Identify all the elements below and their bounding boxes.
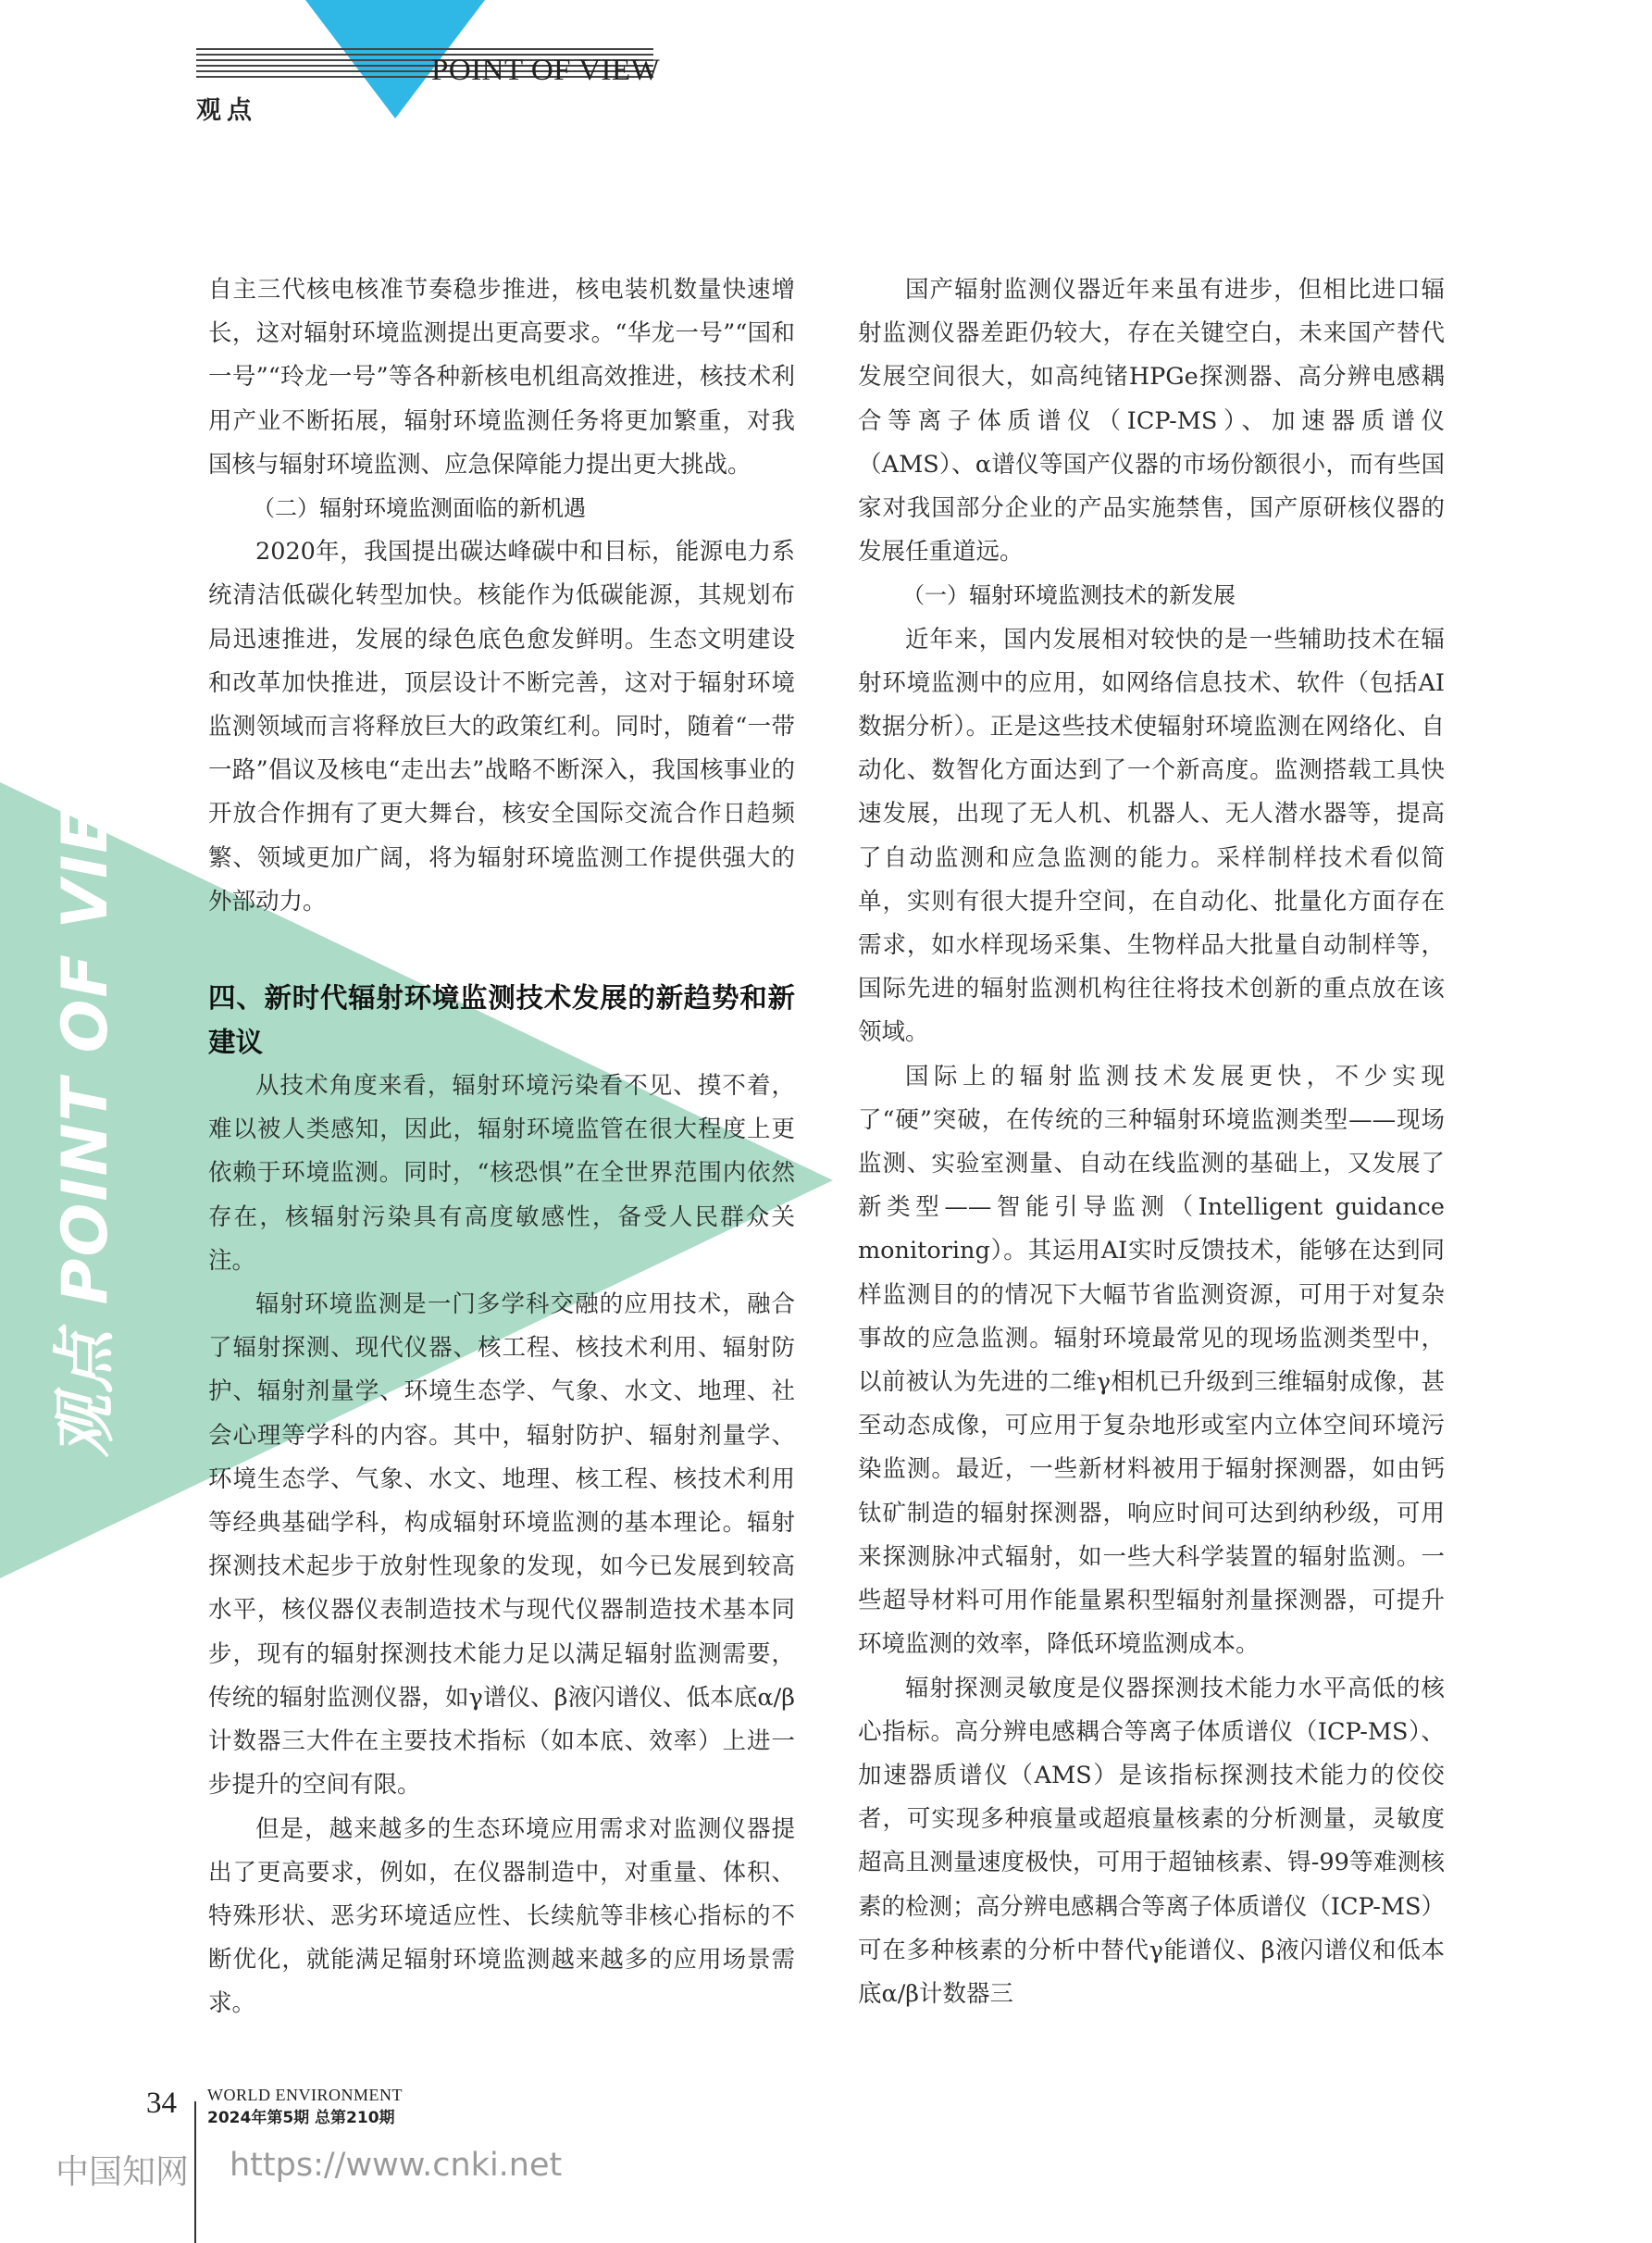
subheading: （二）辐射环境监测面临的新机遇 xyxy=(253,495,586,522)
paragraph: 国际上的辐射监测技术发展更快，不少实现了“硬”突破，在传统的三种辐射环境监测类型——现场监测、实验室测量、自动在线监测的基础上，又发展了新类型——智能引导监测（Intelligent guidance monitoring）。其运用AI实时反馈技术，能够在达到同样监测目的的情况下大幅节省监测资源，可用于对复杂事故的应急监测。辐射环境最常见的现场监测类型中，以前被认为先进的二维γ相机已升级到三维辐射成像，甚至动态成像，可应用于复杂地形或室内立体空间环境污染监测。最近，一些新材料被用于辐射探测器，如由钙钛矿制造的辐射探测器，响应时间可达到纳秒级，可用来探测脉冲式辐射，如一些大科学装置的辐射监测。一些超导材料可用作能量累积型辐射剂量探测器，可提升环境监测的效率，降低环境监测成本。 xyxy=(858,1062,1445,1659)
paragraph: 辐射环境监测是一门多学科交融的应用技术，融合了辐射探测、现代仪器、核工程、核技术利用、辐射防护、辐射剂量学、环境生态学、气象、水文、地理、社会心理等学科的内容。其中，辐射防护、辐射剂量学、环境生态学、气象、水文、地理、核工程、核技术利用等经典基础学科，构成辐射环境监测的基本理论。辐射探测技术起步于放射性现象的发现，如今已发展到较高水平，核仪器仪表制造技术与现代仪器制造技术基本同步，现有的辐射探测技术能力足以满足辐射监测需要，传统的辐射监测仪器，如γ谱仪、β液闪谱仪、低本底α/β计数器三大件在主要技术指标（如本底、效率）上进一步提升的空间有限。 xyxy=(208,1290,795,1800)
footer-divider xyxy=(194,2101,196,2243)
page-number: 34 xyxy=(146,2087,177,2120)
section-heading: 四、新时代辐射环境监测技术发展的新趋势和新建议 xyxy=(208,982,795,1059)
paragraph: 辐射探测灵敏度是仪器探测技术能力水平高低的核心指标。高分辨电感耦合等离子体质谱仪（ICP-MS）、加速器质谱仪（AMS）是该指标探测技术能力的佼佼者，可实现多种痕量或超痕量核素的分析测量，灵敏度超高且测量速度极快，可用于超铀核素、锝-99等难测核素的检测；高分辨电感耦合等离子体质谱仪（ICP-MS）可在多种核素的分析中替代γ能谱仪、β液闪谱仪和低本底α/β计数器三 xyxy=(858,1674,1445,2008)
issue-info: 2024年第5期 总第210期 xyxy=(207,2109,395,2127)
watermark-logo-text: 中国知网 xyxy=(56,2153,190,2191)
section-title-cn: 观点 xyxy=(196,96,257,125)
paragraph: 2020年，我国提出碳达峰碳中和目标，能源电力系统清洁低碳化转型加快。核能作为低碳能源，其规划布局迅速推进，发展的绿色底色愈发鲜明。生态文明建设和改革加快推进，顶层设计不断完善，这对于辐射环境监测领域而言将释放巨大的政策红利。同时，随着“一带一路”倡议及核电“走出去”战略不断深入，我国核事业的开放合作拥有了更大舞台，核安全国际交流合作日趋频繁、领域更加广阔，将为辐射环境监测工作提供强大的外部动力。 xyxy=(208,538,795,916)
journal-name: WORLD ENVIRONMENT xyxy=(207,2086,403,2104)
paragraph: 国产辐射监测仪器近年来虽有进步，但相比进口辐射监测仪器差距仍较大，存在关键空白，未来国产替代发展空间很大，如高纯锗HPGe探测器、高分辨电感耦合等离子体质谱仪（ICP-MS）、加速器质谱仪（AMS）、α谱仪等国产仪器的市场份额很小，而有些国家对我国部分企业的产品实施禁售，国产原研核仪器的发展任重道远。 xyxy=(858,276,1445,567)
section-title-en: POINT OF VIEW xyxy=(431,54,661,87)
watermark-url[interactable]: https://www.cnki.net xyxy=(230,2147,563,2184)
side-section-label: 观点 POINT OF VIEW xyxy=(49,737,122,1458)
paragraph: 从技术角度来看，辐射环境污染看不见、摸不着，难以被人类感知，因此，辐射环境监管在很大程度上更依赖于环境监测。同时，“核恐惧”在全世界范围内依然存在，核辐射污染具有高度敏感性，备受人民群众关注。 xyxy=(208,1072,795,1275)
paragraph: 近年来，国内发展相对较快的是一些辅助技术在辐射环境监测中的应用，如网络信息技术、软件（包括AI数据分析）。正是这些技术使辐射环境监测在网络化、自动化、数智化方面达到了一个新高度。监测搭载工具快速发展，出现了无人机、机器人、无人潜水器等，提高了自动监测和应急监测的能力。采样制样技术看似简单，实则有很大提升空间，在自动化、批量化方面存在需求，如水样现场采集、生物样品大批量自动制样等，国际先进的辐射监测机构往往将技术创新的重点放在该领域。 xyxy=(858,625,1445,1047)
paragraph: 但是，越来越多的生态环境应用需求对监测仪器提出了更高要求，例如，在仪器制造中，对重量、体积、特殊形状、恶劣环境适应性、长续航等非核心指标的不断优化，就能满足辐射环境监测越来越多的应用场景需求。 xyxy=(208,1814,795,2018)
subheading: （一）辐射环境监测技术的新发展 xyxy=(902,582,1236,609)
article-column-right xyxy=(858,268,1445,2016)
paragraph: 自主三代核电核准节奏稳步推进，核电装机数量快速增长，这对辐射环境监测提出更高要求。“华龙一号”“国和一号”“玲龙一号”等各种新核电机组高效推进，核技术利用产业不断拓展，辐射环境监测任务将更加繁重，对我国核与辐射环境监测、应急保障能力提出更大挑战。 xyxy=(208,276,795,479)
article-column-left xyxy=(208,268,795,2026)
